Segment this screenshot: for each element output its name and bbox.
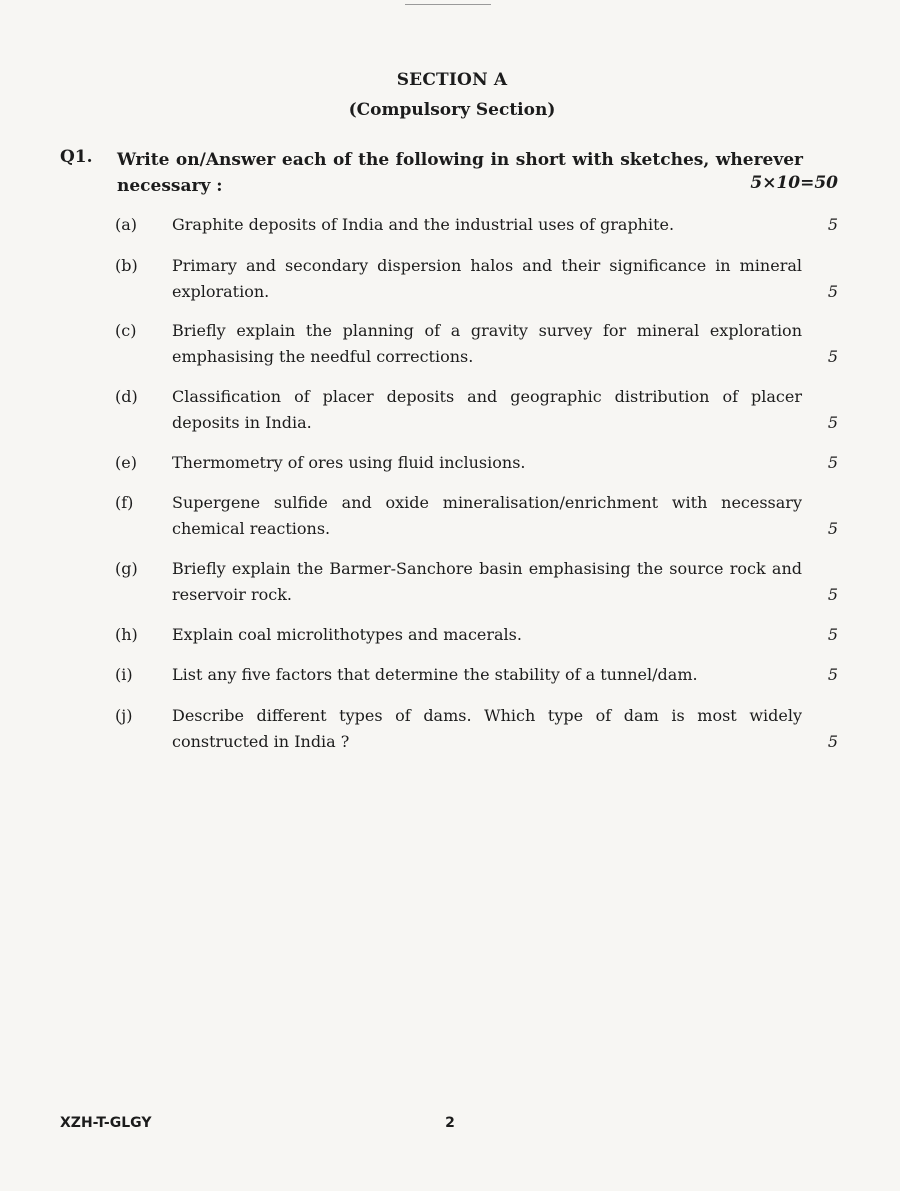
item-marks: 5 bbox=[827, 215, 838, 234]
item-text: Graphite deposits of India and the industrial uses of graphite. bbox=[172, 215, 675, 234]
item-text: Primary and secondary dispersion halos and their significance in mineral exploration. bbox=[172, 256, 802, 301]
question-text: Write on/Answer each of the following in short with sketches, wherever necessary : bbox=[117, 150, 803, 196]
item-text: Briefly explain the Barmer-Sanchore basin emphasising the source rock and reservoir rock. bbox=[172, 559, 802, 604]
question-number: Q1. bbox=[60, 147, 93, 167]
item-label: (b) bbox=[115, 256, 138, 275]
paper-code: XZH-T-GLGY bbox=[60, 1115, 152, 1131]
item-marks: 5 bbox=[827, 347, 838, 366]
item-text: Thermometry of ores using fluid inclusions. bbox=[172, 453, 526, 472]
item-marks: 5 bbox=[827, 585, 838, 604]
item-text: Explain coal microlithotypes and macerals. bbox=[172, 625, 522, 644]
page-number: 2 bbox=[445, 1115, 455, 1131]
item-label: (i) bbox=[115, 665, 133, 684]
item-marks: 5 bbox=[827, 519, 838, 538]
item-marks: 5 bbox=[827, 625, 838, 644]
item-marks: 5 bbox=[827, 732, 838, 751]
item-text: Classification of placer deposits and geographic distribution of placer deposits in India. bbox=[172, 387, 802, 432]
item-label: (h) bbox=[115, 625, 138, 644]
item-label: (g) bbox=[115, 559, 138, 578]
question-marks: 5×10=50 bbox=[750, 173, 838, 193]
item-label: (a) bbox=[115, 215, 138, 234]
item-label: (j) bbox=[115, 706, 133, 725]
item-label: (e) bbox=[115, 453, 137, 472]
item-label: (c) bbox=[115, 321, 137, 340]
item-marks: 5 bbox=[827, 282, 838, 301]
item-marks: 5 bbox=[827, 665, 838, 684]
item-text: Supergene sulfide and oxide mineralisation/enrichment with necessary chemical reactions. bbox=[172, 493, 802, 538]
item-text: List any five factors that determine the stability of a tunnel/dam. bbox=[172, 665, 698, 684]
item-text: Describe different types of dams. Which type of dam is most widely constructed in India ? bbox=[172, 706, 802, 751]
section-title: SECTION A bbox=[396, 70, 508, 90]
item-label: (d) bbox=[115, 387, 138, 406]
section-subtitle: (Compulsory Section) bbox=[348, 100, 556, 120]
top-rule bbox=[405, 4, 491, 5]
item-label: (f) bbox=[115, 493, 134, 512]
item-marks: 5 bbox=[827, 413, 838, 432]
item-text: Briefly explain the planning of a gravity survey for mineral exploration emphasising the needful corrections. bbox=[172, 321, 802, 366]
item-marks: 5 bbox=[827, 453, 838, 472]
